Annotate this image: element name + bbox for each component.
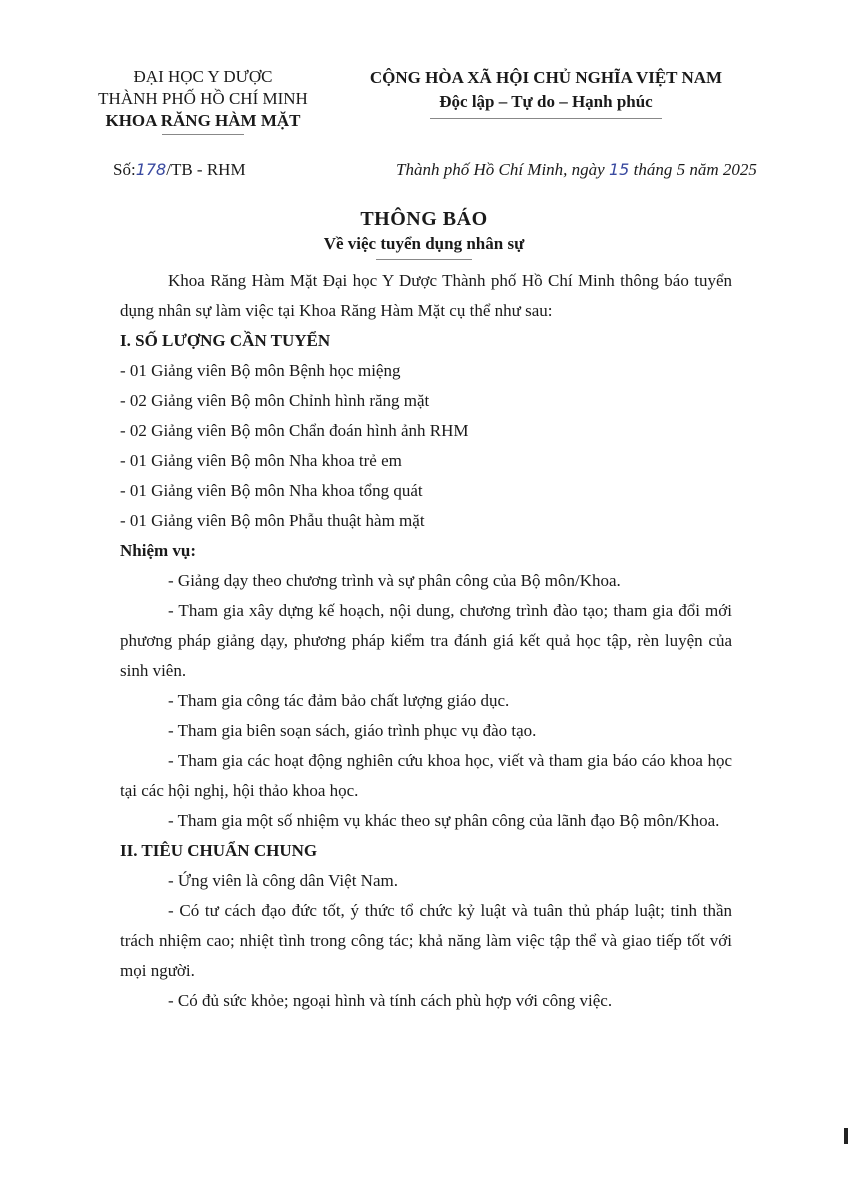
national-motto: Độc lập – Tự do – Hạnh phúc: [439, 92, 653, 111]
date-prefix: Thành phố Hồ Chí Minh, ngày: [396, 160, 605, 179]
criteria-item: - Có tư cách đạo đức tốt, ý thức tổ chức kỷ luật và tuân thủ pháp luật; tinh thần trách nhiệm cao; nhiệt tình trong công tác; khả năng làm việc tập thể và giao tiếp tốt với mọi người.: [120, 901, 732, 980]
ref-handwritten-number: 178: [135, 160, 167, 179]
criteria-item: - Ứng viên là công dân Việt Nam.: [168, 871, 398, 890]
position-item: - 02 Giảng viên Bộ môn Chỉnh hình răng mặt: [120, 391, 430, 410]
document-number: [113, 160, 246, 180]
duty-item: - Tham gia công tác đảm bảo chất lượng giáo dục.: [168, 691, 510, 710]
document-title: THÔNG BÁO: [360, 208, 488, 230]
date-handwritten-day: 15: [608, 160, 630, 179]
issuer-underline: [162, 134, 244, 135]
duty-item: - Tham gia xây dựng kế hoạch, nội dung, chương trình đào tạo; tham gia đổi mới phương pháp giảng dạy, phương pháp kiểm tra đánh giá kết quả học tập, rèn luyện của sinh viên.: [120, 601, 732, 680]
duty-item: - Tham gia biên soạn sách, giáo trình phục vụ đào tạo.: [168, 721, 537, 740]
intro-paragraph: Khoa Răng Hàm Mặt Đại học Y Dược Thành phố Hồ Chí Minh thông báo tuyển dụng nhân sự làm việc tại Khoa Răng Hàm Mặt cụ thể như sau:: [120, 271, 732, 320]
scan-edge-mark: [844, 1128, 848, 1144]
position-item: - 01 Giảng viên Bộ môn Bệnh học miệng: [120, 361, 401, 380]
issuer-city: THÀNH PHỐ HỒ CHÍ MINH: [98, 89, 308, 108]
position-item: - 01 Giảng viên Bộ môn Nha khoa trẻ em: [120, 451, 402, 470]
duties-heading: Nhiệm vụ:: [120, 541, 197, 560]
subtitle-underline: [376, 259, 472, 260]
national-header: [360, 66, 732, 119]
position-item: - 01 Giảng viên Bộ môn Phẫu thuật hàm mặt: [120, 511, 425, 530]
motto-underline: [430, 118, 662, 119]
national-title: CỘNG HÒA XÃ HỘI CHỦ NGHĨA VIỆT NAM: [369, 68, 723, 87]
ref-prefix: Số:: [113, 160, 136, 179]
section-heading-quantity: I. SỐ LƯỢNG CẦN TUYỂN: [120, 331, 331, 350]
position-item: - 02 Giảng viên Bộ môn Chẩn đoán hình ảnh RHM: [120, 421, 469, 440]
date-suffix: tháng 5 năm 2025: [633, 160, 757, 179]
issue-date: [396, 160, 757, 180]
ref-suffix: /TB - RHM: [166, 160, 246, 179]
duty-item: - Tham gia các hoạt động nghiên cứu khoa học, viết và tham gia báo cáo khoa học tại các hội nghị, hội thảo khoa học.: [120, 751, 732, 800]
issuer-department: KHOA RĂNG HÀM MẶT: [105, 111, 301, 130]
criteria-item: - Có đủ sức khỏe; ngoại hình và tính cách phù hợp với công việc.: [168, 991, 613, 1010]
issuer-university: ĐẠI HỌC Y DƯỢC: [133, 67, 273, 86]
position-item: - 01 Giảng viên Bộ môn Nha khoa tổng quát: [120, 481, 423, 500]
section-heading-criteria: II. TIÊU CHUẨN CHUNG: [120, 841, 318, 860]
document-body: [120, 266, 732, 1016]
issuer-header: [72, 66, 334, 135]
document-subtitle: Về việc tuyển dụng nhân sự: [323, 234, 525, 253]
duty-item: - Giảng dạy theo chương trình và sự phân công của Bộ môn/Khoa.: [168, 571, 621, 590]
duty-item: - Tham gia một số nhiệm vụ khác theo sự phân công của lãnh đạo Bộ môn/Khoa.: [168, 811, 720, 830]
